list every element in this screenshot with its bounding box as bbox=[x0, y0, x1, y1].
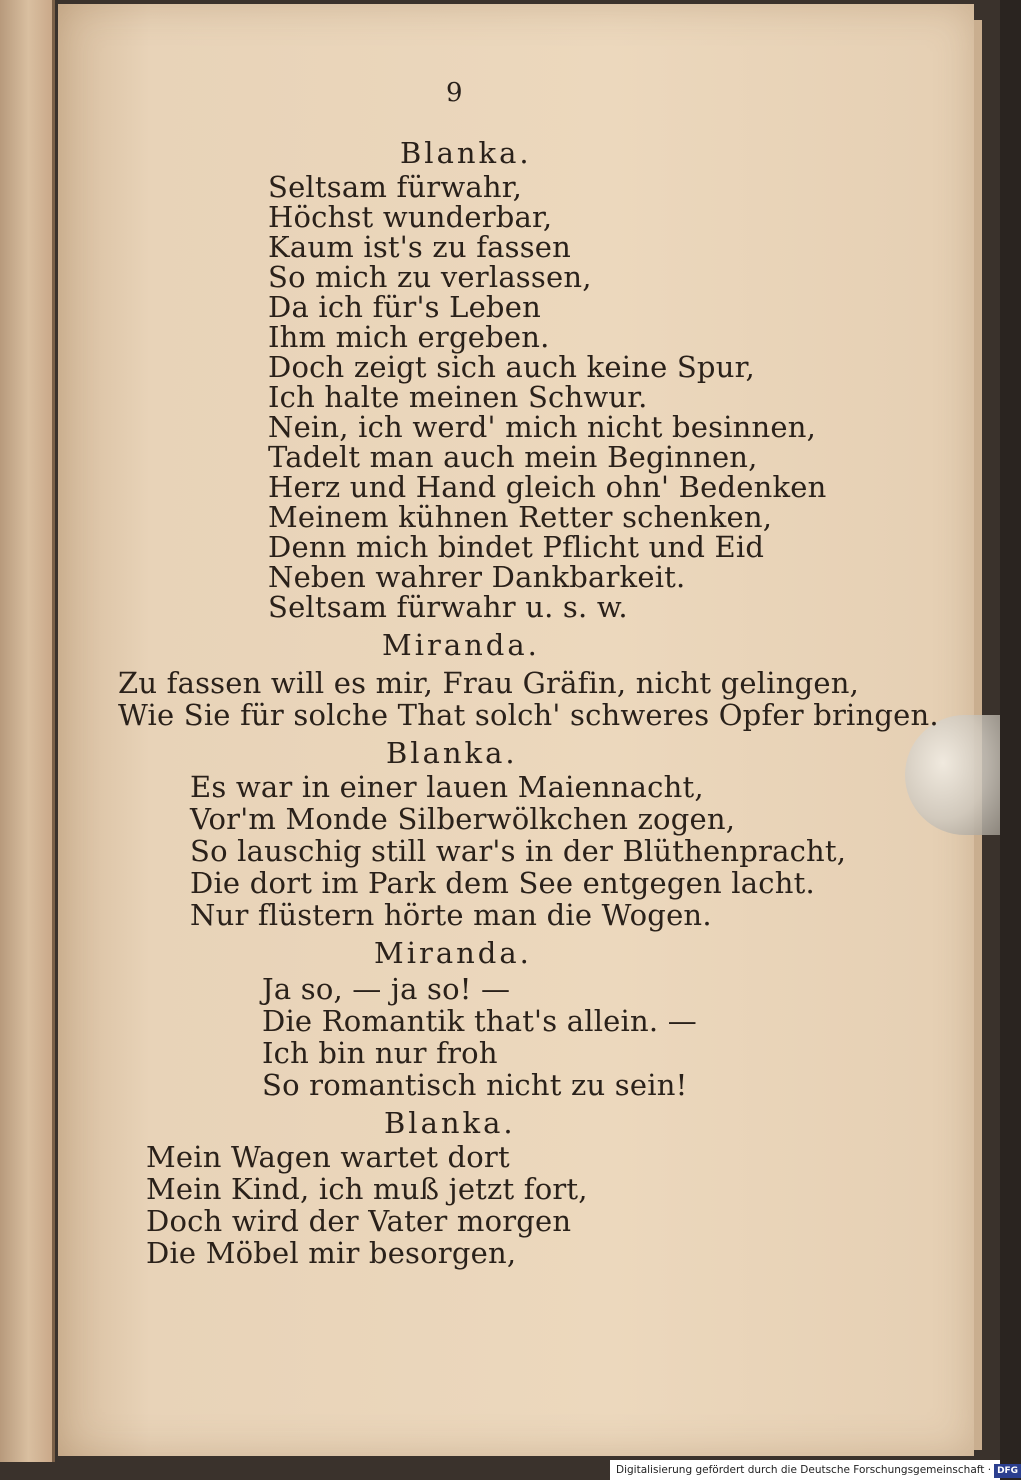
facing-page-edge bbox=[0, 0, 55, 1462]
verse-line: Ja so, — ja so! — bbox=[262, 972, 511, 1006]
verse-line: Kaum ist's zu fassen bbox=[268, 230, 572, 264]
verse-line: Vor'm Monde Silberwölkchen zogen, bbox=[190, 802, 736, 836]
verse-line: Zu fassen will es mir, Frau Gräfin, nicht gelingen, bbox=[118, 666, 860, 700]
verse-line: Seltsam fürwahr u. s. w. bbox=[268, 590, 628, 624]
verse-line: Neben wahrer Dankbarkeit. bbox=[268, 560, 686, 594]
digitization-footer bbox=[610, 1460, 1019, 1480]
verse-line: Herz und Hand gleich ohn' Bedenken bbox=[268, 470, 827, 504]
verse-line: Denn mich bindet Pflicht und Eid bbox=[268, 530, 765, 564]
speaker-heading: Blanka. bbox=[384, 1106, 516, 1140]
speaker-heading: Miranda. bbox=[374, 936, 532, 970]
verse-line: Es war in einer lauen Maiennacht, bbox=[190, 770, 704, 804]
verse-line: Mein Wagen wartet dort bbox=[146, 1140, 510, 1174]
verse-line: So lauschig still war's in der Blüthenpracht, bbox=[190, 834, 847, 868]
speaker-heading: Blanka. bbox=[386, 736, 518, 770]
verse-line: So mich zu verlassen, bbox=[268, 260, 592, 294]
verse-line: Die Romantik that's allein. — bbox=[262, 1004, 697, 1038]
dfg-logo: DFG bbox=[994, 1464, 1021, 1478]
verse-line: Da ich für's Leben bbox=[268, 290, 541, 324]
verse-line: Ich bin nur froh bbox=[262, 1036, 498, 1070]
verse-line: Mein Kind, ich muß jetzt fort, bbox=[146, 1172, 588, 1206]
verse-line: Die dort im Park dem See entgegen lacht. bbox=[190, 866, 815, 900]
verse-line: Doch wird der Vater morgen bbox=[146, 1204, 572, 1238]
speaker-heading: Blanka. bbox=[400, 136, 532, 170]
verse-line: Wie Sie für solche That solch' schweres Opfer bringen. bbox=[118, 698, 939, 732]
verse-line: Meinem kühnen Retter schenken, bbox=[268, 500, 773, 534]
verse-line: Ich halte meinen Schwur. bbox=[268, 380, 648, 414]
footer-text: Digitalisierung gefördert durch die Deutsche Forschungsgemeinschaft · bbox=[616, 1464, 992, 1476]
verse-line: Seltsam fürwahr, bbox=[268, 170, 523, 204]
verse-line: Ihm mich ergeben. bbox=[268, 320, 550, 354]
verse-line: Tadelt man auch mein Beginnen, bbox=[268, 440, 758, 474]
verse-line: Höchst wunderbar, bbox=[268, 200, 553, 234]
verse-line: Nein, ich werd' mich nicht besinnen, bbox=[268, 410, 817, 444]
page-number: 9 bbox=[446, 78, 463, 108]
verse-line: Doch zeigt sich auch keine Spur, bbox=[268, 350, 755, 384]
verse-line: Nur flüstern hörte man die Wogen. bbox=[190, 898, 712, 932]
speaker-heading: Miranda. bbox=[382, 628, 540, 662]
verse-line: So romantisch nicht zu sein! bbox=[262, 1068, 688, 1102]
verse-line: Die Möbel mir besorgen, bbox=[146, 1236, 517, 1270]
